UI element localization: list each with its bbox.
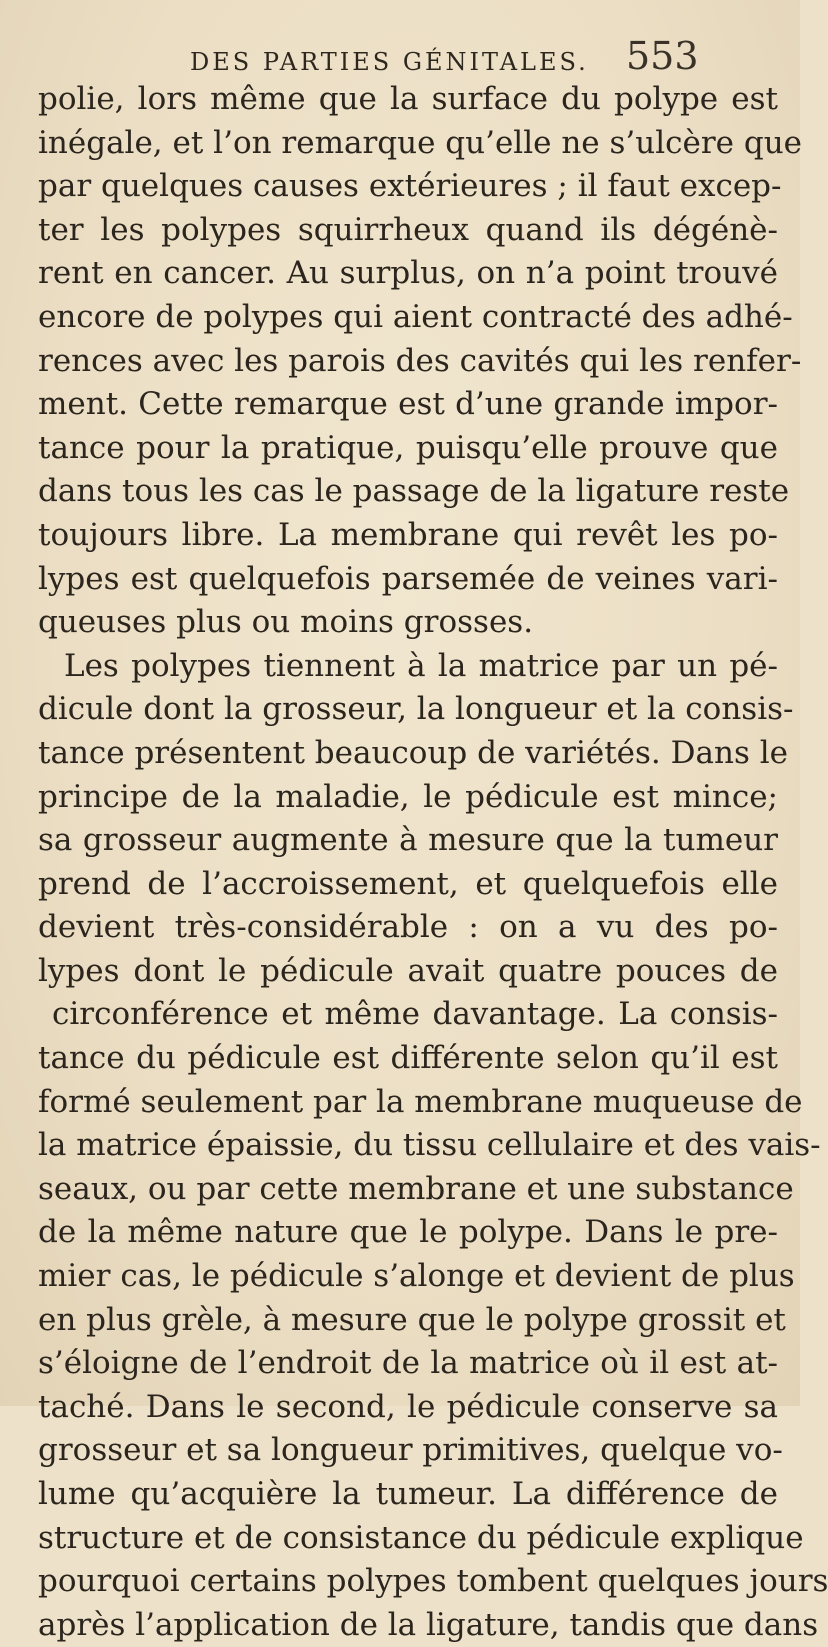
text-line: par quelques causes extérieures ; il faut excep-	[38, 168, 782, 205]
text-line: rences avec les parois des cavités qui les renfer-	[38, 342, 802, 379]
running-head	[0, 30, 800, 80]
text-line: pourquoi certains polypes tombent quelques jours	[38, 1563, 828, 1600]
text-line: après l’application de la ligature, tandis que dans	[38, 1606, 819, 1643]
text-line: tance du pédicule est différente selon qu’il est	[38, 1040, 778, 1077]
body-text	[38, 78, 828, 1647]
text-line: prend de l’accroissement, et quelquefois elle	[38, 865, 778, 902]
text-line: s’éloigne de l’endroit de la matrice où il est at-	[38, 1345, 778, 1382]
text-line: devient très-considérable : on a vu des po-	[38, 909, 778, 946]
text-line-paragraph-end: queuses plus ou moins grosses.	[38, 604, 534, 641]
text-line: grosseur et sa longueur primitives, quelque vo-	[38, 1432, 783, 1469]
text-line: la matrice épaissie, du tissu cellulaire et des vais-	[38, 1127, 821, 1164]
text-line: ter les polypes squirrheux quand ils dégénè-	[38, 211, 778, 248]
text-line: lypes dont le pédicule avait quatre pouces de	[38, 952, 778, 989]
text-line: taché. Dans le second, le pédicule conserve sa	[38, 1388, 778, 1425]
text-line: ment. Cette remarque est d’une grande impor-	[38, 386, 778, 423]
text-line: formé seulement par la membrane muqueuse de	[38, 1083, 803, 1120]
text-line-paragraph-start: Les polypes tiennent à la matrice par un pé-	[64, 647, 778, 684]
text-line: tance présentent beaucoup de variétés. Dans le	[38, 734, 788, 771]
text-line: rent en cancer. Au surplus, on n’a point trouvé	[38, 255, 778, 292]
text-line: lypes est quelquefois parsemée de veines vari-	[38, 560, 778, 597]
text-line: seaux, ou par cette membrane et une substance	[38, 1170, 794, 1207]
text-line: principe de la maladie, le pédicule est mince;	[38, 778, 778, 815]
text-line: en plus grèle, à mesure que le polype grossit et	[38, 1301, 786, 1338]
text-line: de la même nature que le polype. Dans le pre-	[38, 1214, 778, 1251]
text-line: structure et de consistance du pédicule explique	[38, 1519, 804, 1556]
page-number: 553	[626, 34, 699, 78]
text-line: inégale, et l’on remarque qu’elle ne s’ulcère que	[38, 124, 803, 161]
text-line: circonférence et même davantage. La consis-	[52, 996, 778, 1033]
text-line: sa grosseur augmente à mesure que la tumeur	[38, 822, 778, 859]
text-line: tance pour la pratique, puisqu’elle prouve que	[38, 429, 778, 466]
text-line: dicule dont la grosseur, la longueur et la consis-	[38, 691, 794, 728]
text-line: polie, lors même que la surface du polype est	[38, 81, 778, 117]
text-line: dans tous les cas le passage de la ligature reste	[38, 473, 790, 510]
text-line: lume qu’acquière la tumeur. La différence de	[38, 1476, 778, 1512]
header-title: DES PARTIES GÉNITALES.	[190, 48, 589, 76]
text-line: encore de polypes qui aient contracté des adhé-	[38, 298, 793, 335]
text-line: toujours libre. La membrane qui revêt les po-	[38, 516, 778, 553]
text-line: mier cas, le pédicule s’alonge et devient de plus	[38, 1258, 795, 1295]
